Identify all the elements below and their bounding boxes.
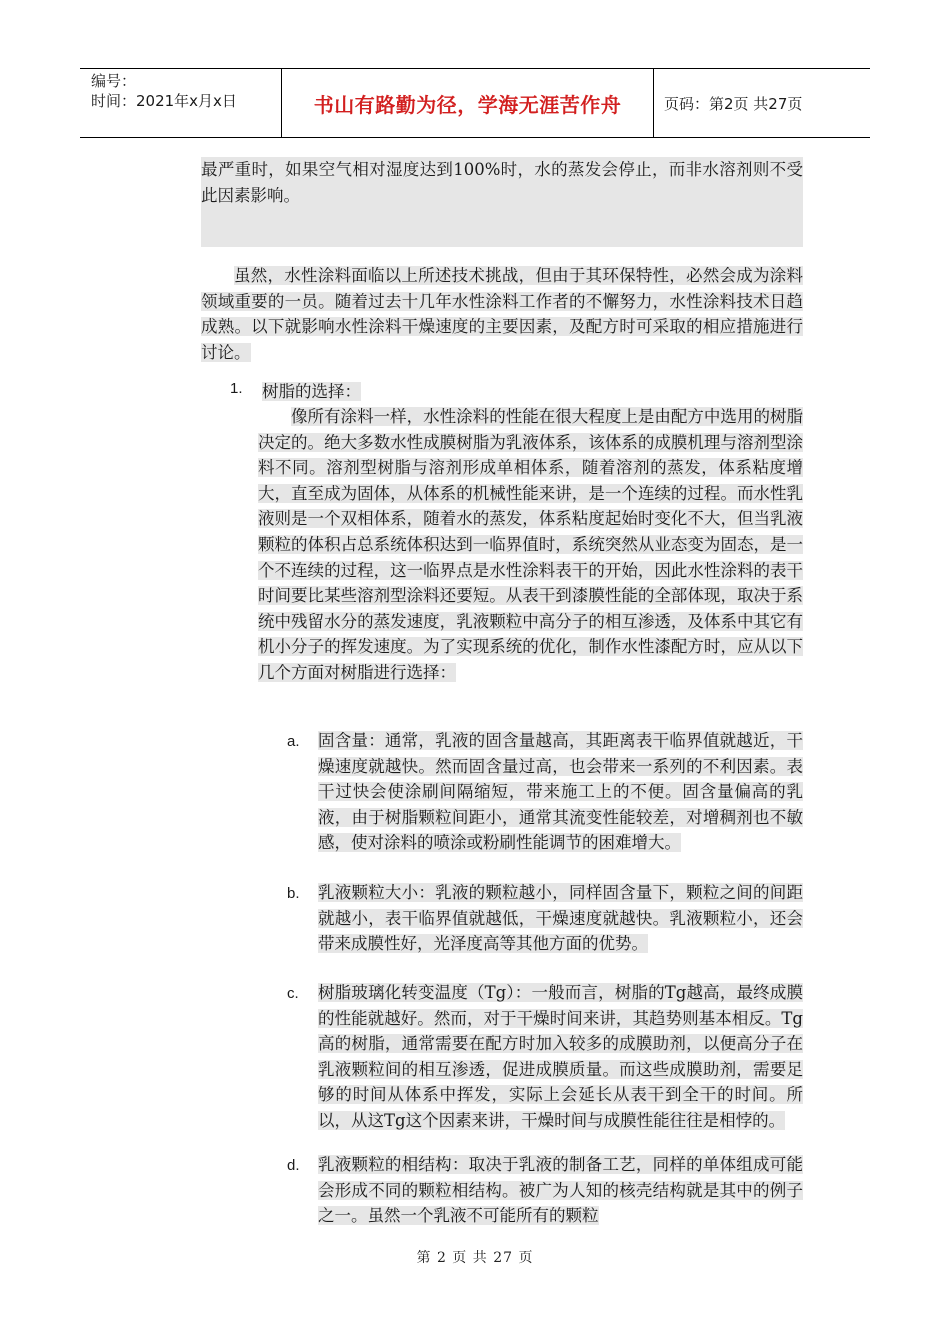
sub-item-d-mark: d.: [287, 1157, 300, 1174]
intro-text: 最严重时，如果空气相对湿度达到100%时，水的蒸发会停止，而非水溶剂则不受此因素影响。: [201, 160, 803, 205]
time-label: 时间：2021年x月x日: [91, 92, 237, 110]
page-header: [80, 68, 870, 138]
header-meta: [80, 69, 282, 137]
number-label: 编号：: [91, 72, 137, 90]
sub-item-c-mark: c.: [287, 985, 299, 1002]
header-motto: 书山有路勤为径，学海无涯苦作舟: [282, 69, 654, 137]
section1-title: 树脂的选择：: [262, 382, 361, 401]
sub-item-a-mark: a.: [287, 733, 300, 750]
sub-item-c: 树脂玻璃化转变温度（Tg）：一般而言，树脂的Tg越高，最终成膜的性能就越好。然而，对于干燥时间来讲，其趋势则基本相反。Tg高的树脂，通常需要在配方时加入较多的成膜助剂，以便高分子在乳液颗粒间的相互渗透，促进成膜质量。而这些成膜助剂，需要足够的时间从体系中挥发，实际上会延长从表干到全干的时间。所以，从这Tg这个因素来讲，干燥时间与成膜性能往往是相悖的。: [318, 983, 803, 1130]
sub-item-b-mark: b.: [287, 885, 300, 902]
sub-item-d: 乳液颗粒的相结构：取决于乳液的制备工艺，同样的单体组成可能会形成不同的颗粒相结构。被广为人知的核壳结构就是其中的例子之一。虽然一个乳液不可能所有的颗粒: [318, 1155, 803, 1226]
main-paragraph-text: 虽然，水性涂料面临以上所述技术挑战，但由于其环保特性，必然会成为涂料领域重要的一员。随着过去十几年水性涂料工作者的不懈努力，水性涂料技术日趋成熟。以下就影响水性涂料干燥速度的主要因素，及配方时可采取的相应措施进行讨论。: [201, 266, 803, 362]
main-paragraph: [201, 263, 803, 365]
sub-item-b: 乳液颗粒大小：乳液的颗粒越小，同样固含量下，颗粒之间的间距就越小，表干临界值就越低，干燥速度就越快。乳液颗粒小，还会带来成膜性好，光泽度高等其他方面的优势。: [318, 883, 803, 954]
page-footer: 第 2 页 共 27 页: [416, 1250, 534, 1266]
section1-body-text: 像所有涂料一样，水性涂料的性能在很大程度上是由配方中选用的树脂决定的。绝大多数水性成膜树脂为乳液体系，该体系的成膜机理与溶剂型涂料不同。溶剂型树脂与溶剂形成单相体系，随着溶剂的蒸发，体系粘度增大，直至成为固体，从体系的机械性能来讲，是一个连续的过程。而水性乳液则是一个双相体系，随着水的蒸发，体系粘度起始时变化不大，但当乳液颗粒的体积占总系统体积达到一临界值时，系统突然从业态变为固态，是一个不连续的过程，这一临界点是水性涂料表干的开始，因此水性涂料的表干时间要比某些溶剂型涂料还要短。从表干到漆膜性能的全部体现，取决于系统中残留水分的蒸发速度，乳液颗粒中高分子的相互渗透，及体系中其它有机小分子的挥发速度。为了实现系统的优化，制作水性漆配方时，应从以下几个方面对树脂进行选择：: [258, 407, 803, 682]
section1-number: 1.: [230, 380, 243, 397]
header-page-code: 页码：第2页 共27页: [664, 94, 803, 113]
section1-body: [258, 404, 803, 686]
sub-item-a: 固含量：通常，乳液的固含量越高，其距离表干临界值就越近，干燥速度就越快。然而固含量过高，也会带来一系列的不利因素。表干过快会使涂刷间隔缩短，带来施工上的不便。固含量偏高的乳液，由于树脂颗粒间距小，通常其流变性能较差，对增稠剂也不敏感，使对涂料的喷涂或粉刷性能调节的困难增大。: [318, 731, 803, 853]
intro-paragraph: [201, 157, 803, 247]
